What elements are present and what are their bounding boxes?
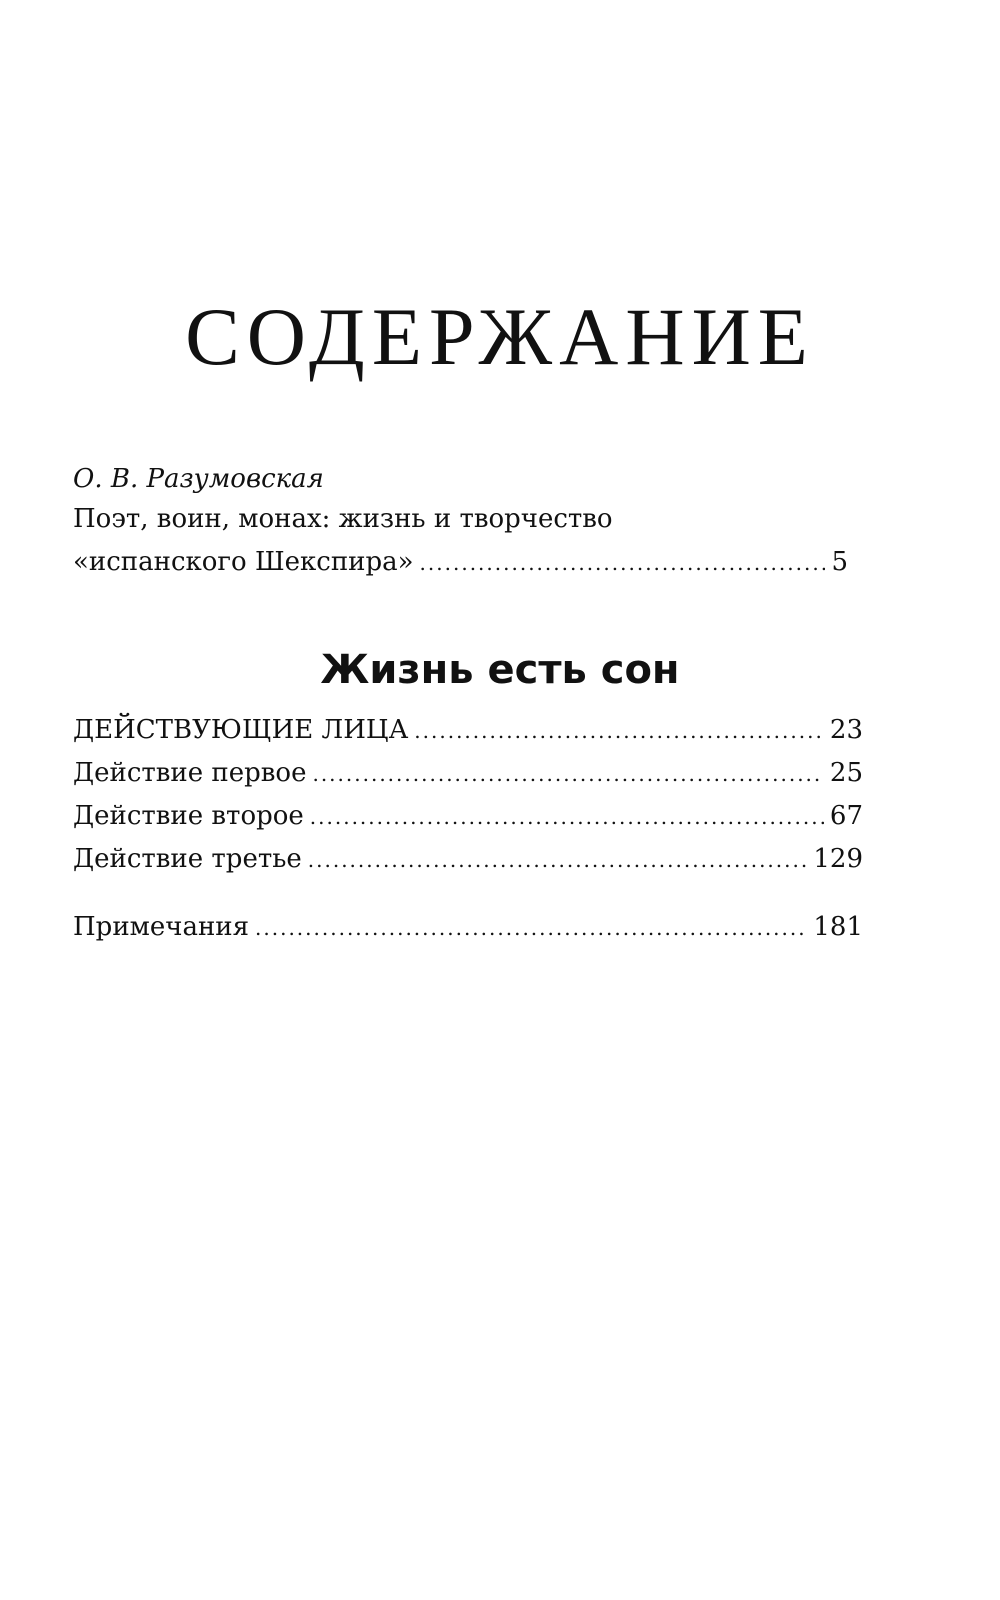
toc-entry-page: 25	[829, 758, 863, 788]
toc-entry-label: Действие второе	[73, 801, 304, 831]
dot-leader	[414, 721, 824, 741]
toc-entry-label: Примечания	[73, 912, 250, 942]
page-title: СОДЕРЖАНИЕ	[185, 291, 815, 382]
toc-entry-act-one[interactable]	[73, 760, 863, 786]
toc-entry-label: Действие третье	[73, 844, 302, 874]
toc-entry-page: 5	[831, 547, 848, 577]
dot-leader	[312, 764, 823, 784]
dot-leader	[255, 918, 807, 938]
toc-entry-label: ДЕЙСТВУЮЩИЕ ЛИЦА	[73, 715, 409, 745]
toc-entry-dramatis-personae[interactable]	[73, 717, 863, 743]
intro-title-line1: Поэт, воин, монах: жизнь и творчество	[73, 504, 613, 534]
toc-entry-label: Действие первое	[73, 758, 307, 788]
toc-entry-page: 129	[813, 844, 863, 874]
toc-entry-page: 23	[829, 715, 863, 745]
toc-entry-intro[interactable]	[73, 549, 848, 575]
toc-entry-notes[interactable]	[73, 914, 863, 940]
dot-leader	[420, 553, 826, 573]
toc-entry-act-two[interactable]	[73, 803, 863, 829]
toc-entry-page: 67	[829, 801, 863, 831]
toc-entry-page: 181	[813, 912, 863, 942]
intro-author: О. В. Разумовская	[73, 464, 324, 494]
dot-leader	[310, 807, 824, 827]
toc-entry-act-three[interactable]	[73, 846, 863, 872]
toc-entry-label: «испанского Шекспира»	[73, 547, 414, 577]
section-title: Жизнь есть сон	[320, 647, 680, 693]
dot-leader	[308, 850, 808, 870]
